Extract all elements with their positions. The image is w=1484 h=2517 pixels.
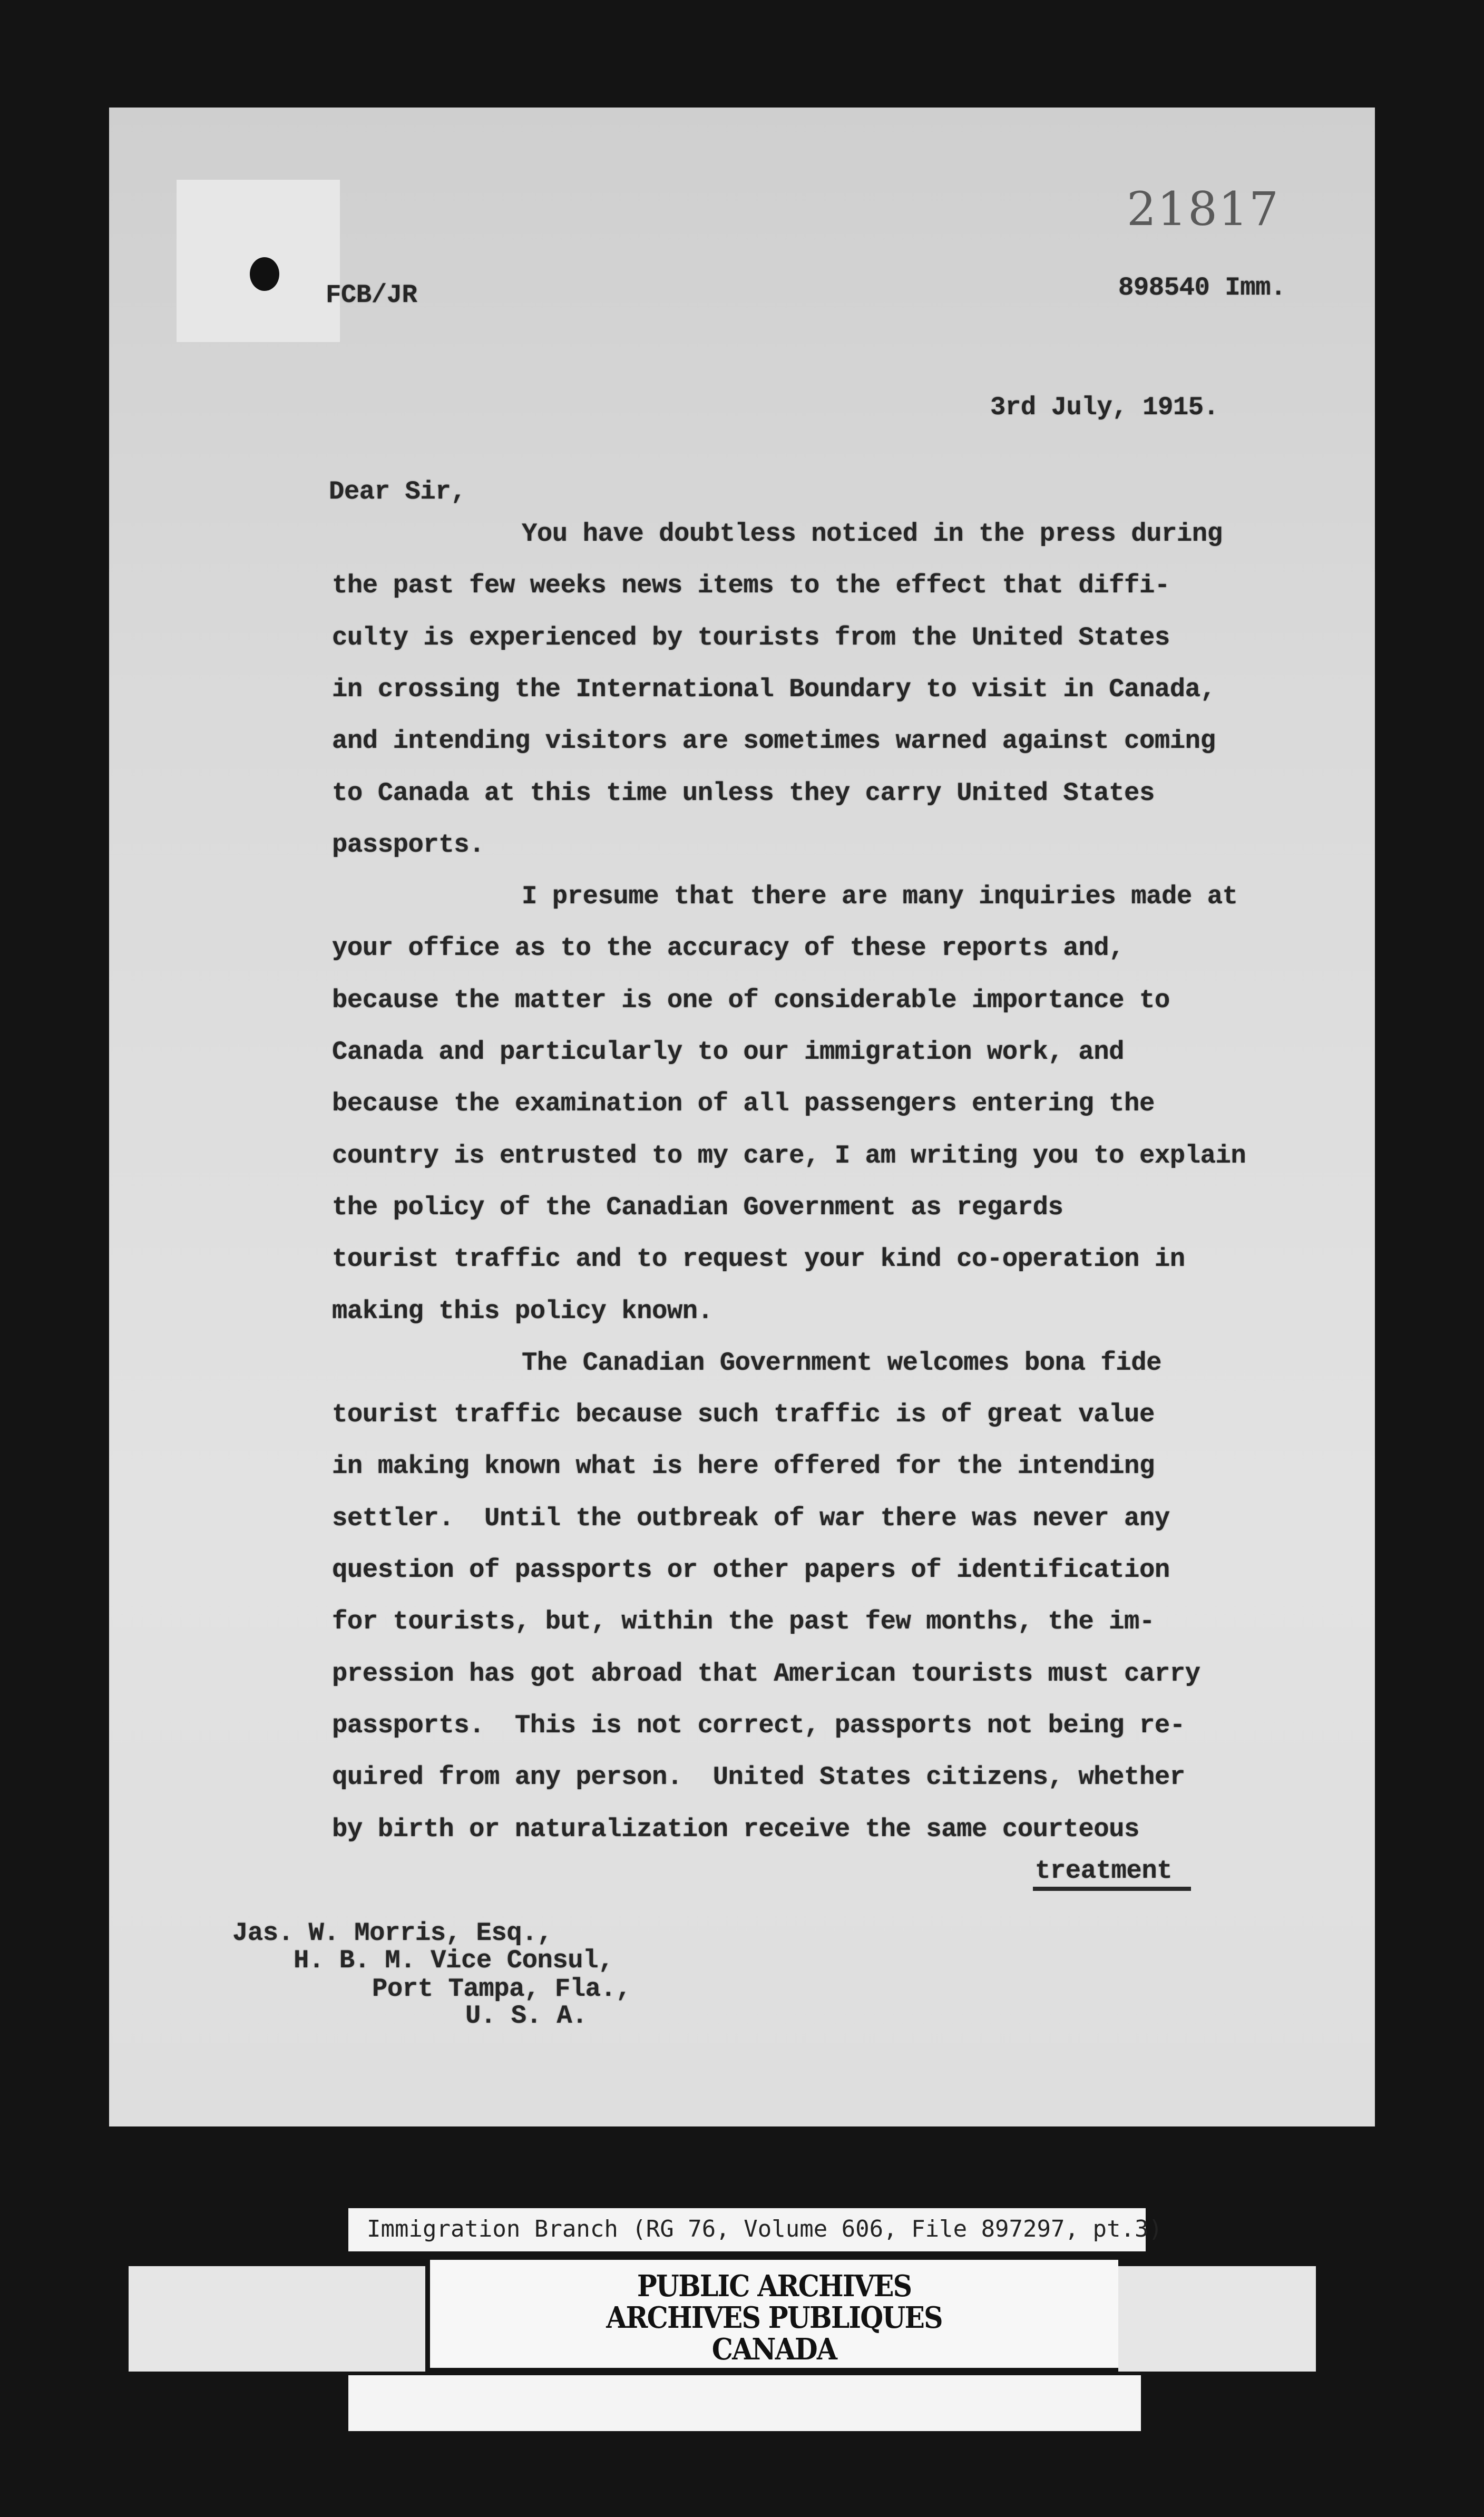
body-line: quired from any person. United States citizens, whether xyxy=(332,1762,1185,1792)
body-line: passports. xyxy=(332,830,485,860)
addressee-line: U. S. A. xyxy=(465,2001,588,2031)
body-line: because the matter is one of considerable importance to xyxy=(332,985,1170,1015)
archives-line: PUBLIC ARCHIVES xyxy=(637,2269,912,2304)
archives-line: ARCHIVES PUBLIQUES xyxy=(606,2300,942,2335)
body-line: You have doubtless noticed in the press during xyxy=(522,519,1223,549)
body-line: making this policy known. xyxy=(332,1296,713,1326)
body-line: the past few weeks news items to the effect that diffi- xyxy=(332,571,1170,601)
archives-stamp xyxy=(430,2260,1118,2368)
body-line: The Canadian Government welcomes bona fide xyxy=(522,1348,1162,1378)
blank-label xyxy=(348,2375,1141,2431)
body-line: culty is experienced by tourists from the United States xyxy=(332,622,1170,652)
body-line: in making known what is here offered for the intending xyxy=(332,1451,1155,1481)
body-line: country is entrusted to my care, I am writing you to explain xyxy=(332,1140,1246,1170)
body-line: and intending visitors are sometimes warned against coming xyxy=(332,726,1216,756)
archives-line: CANADA xyxy=(711,2332,837,2367)
punch-hole xyxy=(250,257,279,291)
addressee-line: Jas. W. Morris, Esq., xyxy=(232,1918,553,1948)
reference-initials: FCB/JR xyxy=(326,280,417,310)
body-line: because the examination of all passengers entering the xyxy=(332,1089,1155,1119)
body-line: by birth or naturalization receive the same courteous xyxy=(332,1814,1139,1844)
body-line: pression has got abroad that American tourists must carry xyxy=(332,1659,1200,1689)
body-line: tourist traffic because such traffic is of great value xyxy=(332,1400,1155,1430)
addressee-line: H. B. M. Vice Consul, xyxy=(294,1946,614,1975)
salutation: Dear Sir, xyxy=(329,477,466,506)
citation-text: Immigration Branch (RG 76, Volume 606, File 897297, pt.3) xyxy=(367,2216,1163,2242)
stamp-number: 21817 xyxy=(1127,182,1280,236)
mount-strip-left xyxy=(129,2266,425,2372)
catchword: treatment xyxy=(1035,1856,1173,1886)
body-line: Canada and particularly to our immigration work, and xyxy=(332,1037,1125,1067)
addressee-line: Port Tampa, Fla., xyxy=(372,1974,631,2004)
body-line: tourist traffic and to request your kind co-operation in xyxy=(332,1244,1185,1274)
catchword-underline xyxy=(1033,1887,1191,1891)
body-line: in crossing the International Boundary to visit in Canada, xyxy=(332,674,1216,704)
body-line: passports. This is not correct, passports not being re- xyxy=(332,1710,1185,1740)
letter-date: 3rd July, 1915. xyxy=(990,393,1219,422)
mount-strip-right xyxy=(1118,2266,1316,2372)
body-line: your office as to the accuracy of these reports and, xyxy=(332,933,1125,963)
body-line: the policy of the Canadian Government as regards xyxy=(332,1192,1063,1222)
body-line: for tourists, but, within the past few months, the im- xyxy=(332,1607,1155,1637)
file-reference: 898540 Imm. xyxy=(1118,273,1286,303)
body-line: I presume that there are many inquiries made at xyxy=(522,882,1238,912)
body-line: settler. Until the outbreak of war there was never any xyxy=(332,1503,1170,1533)
body-line: question of passports or other papers of identification xyxy=(332,1555,1170,1585)
body-line: to Canada at this time unless they carry United States xyxy=(332,778,1155,808)
citation-label xyxy=(348,2208,1163,2251)
